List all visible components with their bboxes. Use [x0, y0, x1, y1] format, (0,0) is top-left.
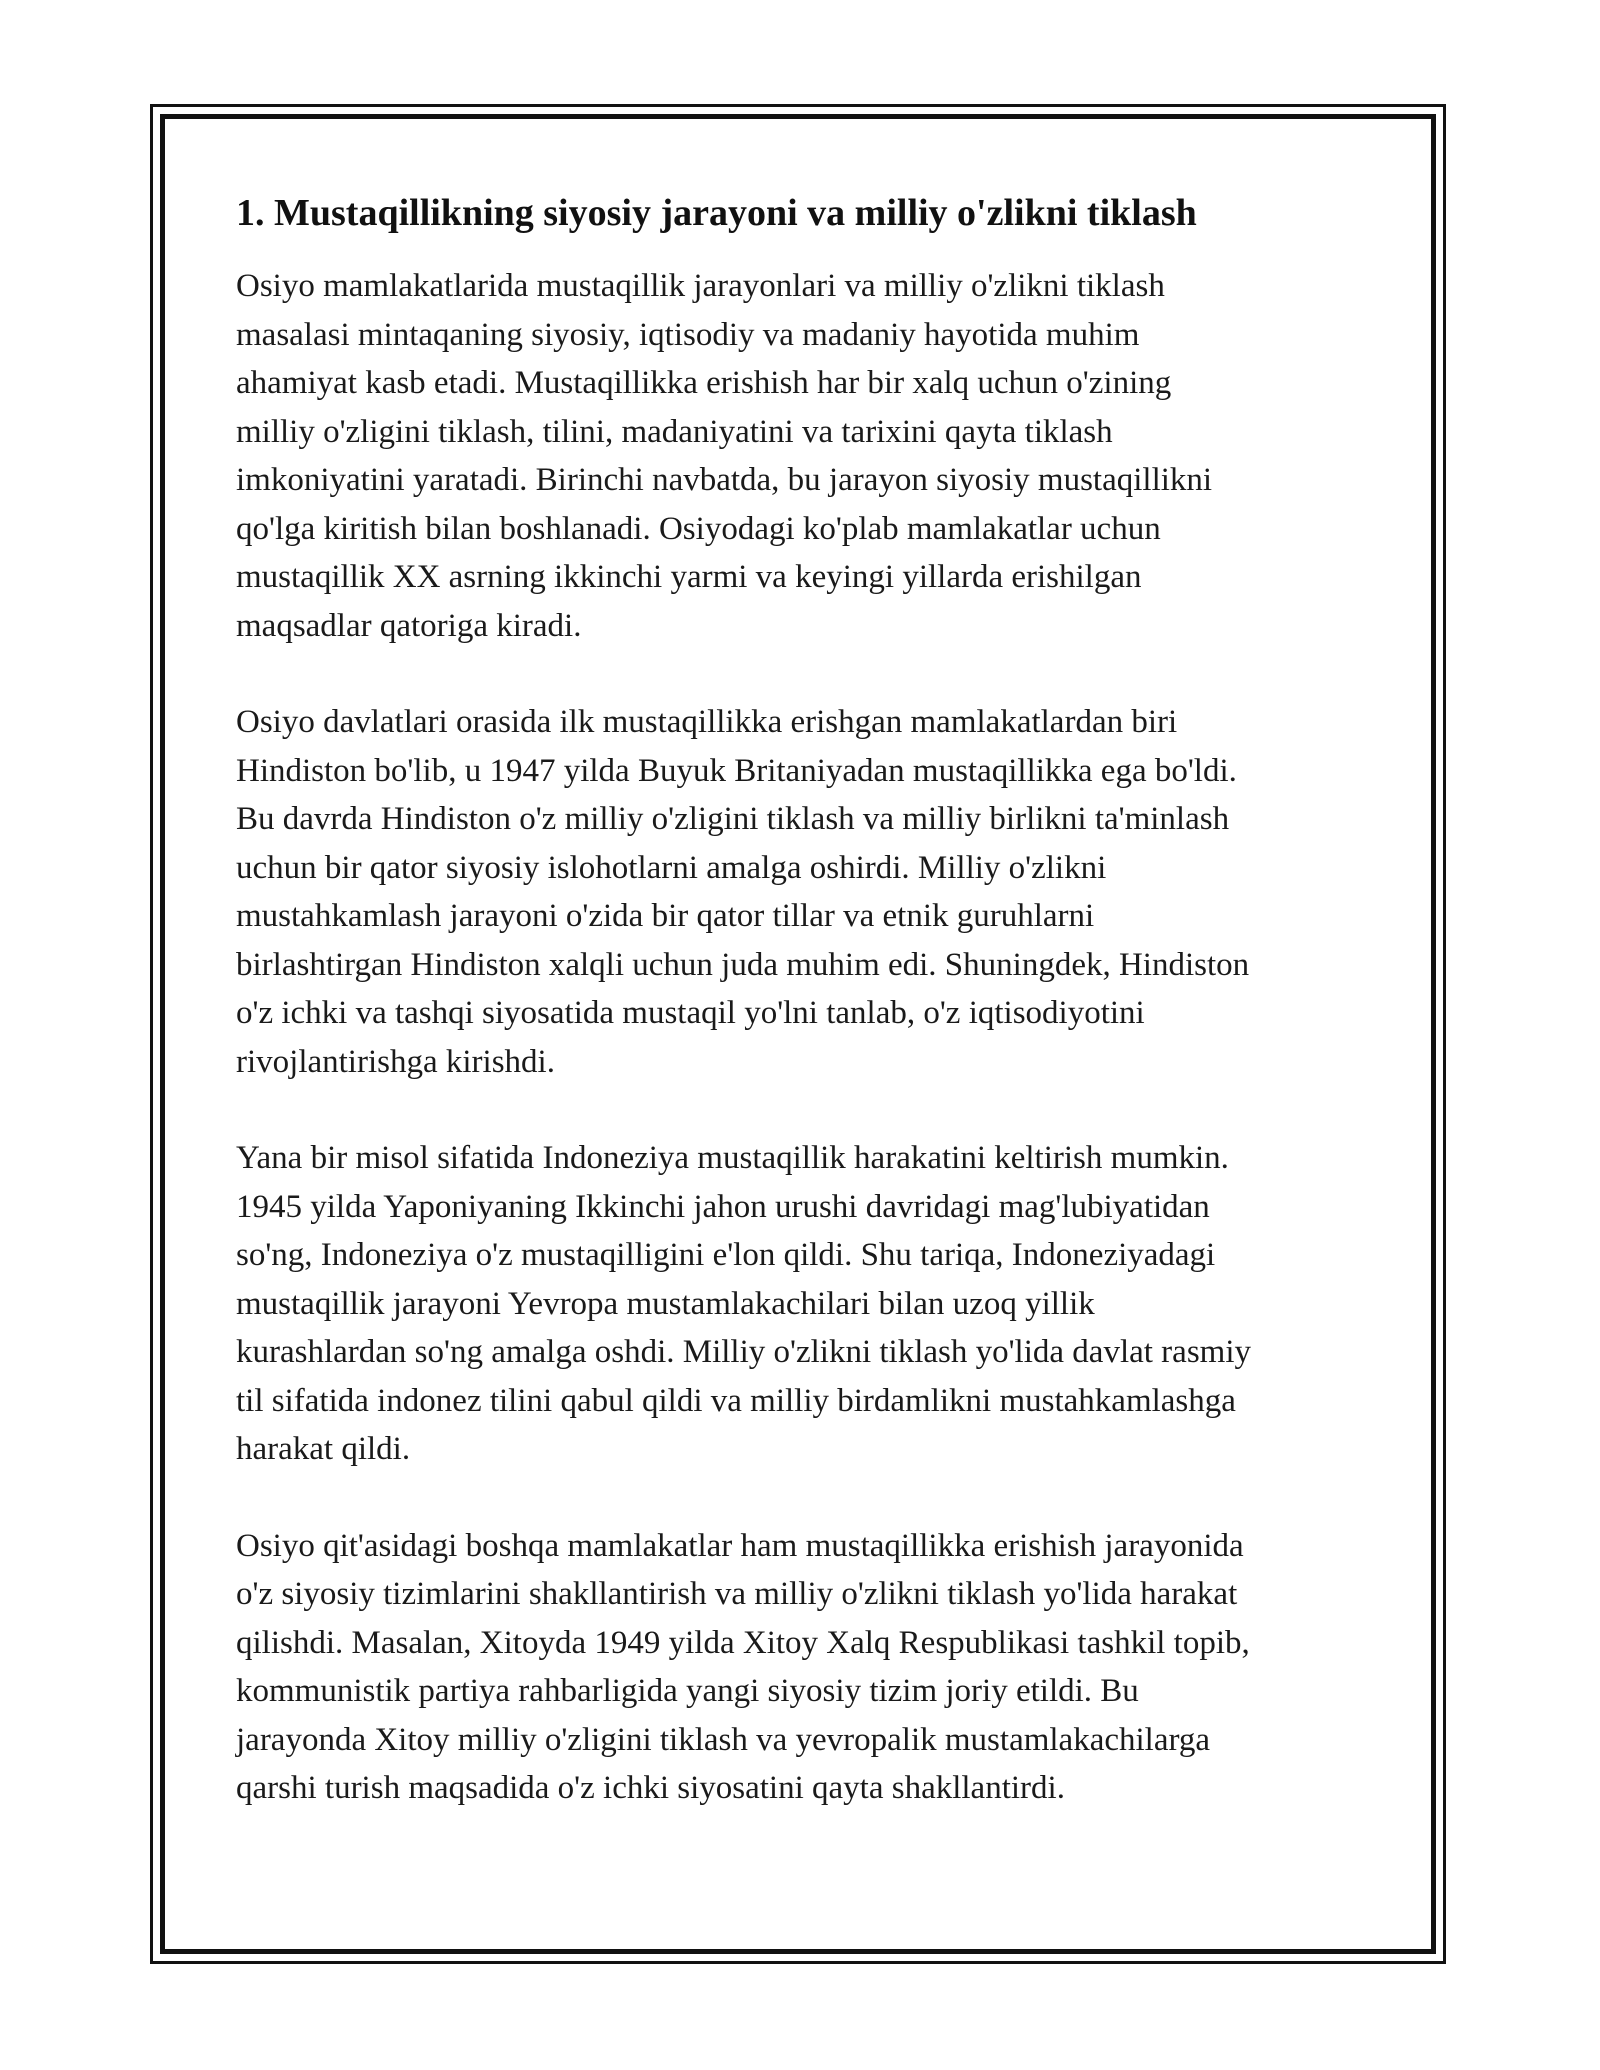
section-heading: 1. Mustaqillikning siyosiy jarayoni va milliy o'zlikni tiklash: [236, 192, 1197, 234]
paragraph-4: Osiyo qit'asidagi boshqa mamlakatlar ham mustaqillikka erishish jarayonida o'z siyosiy tizimlarini shakllantirish va milliy o'zlikni tiklash yo'lida harakat qilishdi. Masalan, Xitoyda 1949 yilda Xitoy Xalq Respublikasi tashkil topib, kommunistik partiya rahbarligida yangi siyosiy tizim joriy etildi. Bu jarayonda Xitoy milliy o'zligini tiklash va yevropalik mustamlakachilarga qarshi turish maqsadida o'z ichki siyosatini qayta shakllantirdi.: [236, 1527, 1250, 1806]
paragraph-3: Yana bir misol sifatida Indoneziya mustaqillik harakatini keltirish mumkin. 1945 yilda Yaponiyaning Ikkinchi jahon urushi davridagi mag'lubiyatidan so'ng, Indoneziya o'z mustaqilligini e'lon qildi. Shu tariqa, Indoneziyadagi mustaqillik jarayoni Yevropa mustamlakachilari bilan uzoq yillik kurashlardan so'ng amalga oshdi. Milliy o'zlikni tiklash yo'lida davlat rasmiy til sifatida indonez tilini qabul qildi va milliy birdamlikni mustahkamlashga harakat qildi.: [236, 1140, 1251, 1467]
document-body: [236, 186, 1396, 1861]
paragraph-2: Osiyo davlatlari orasida ilk mustaqillikka erishgan mamlakatlardan biri Hindiston bo'lib, u 1947 yilda Buyuk Britaniyadan mustaqillikka ega bo'ldi. Bu davrda Hindiston o'z milliy o'zligini tiklash va milliy birlikni ta'minlash uchun bir qator siyosiy islohotlarni amalga oshirdi. Milliy o'zlikni mustahkamlash jarayoni o'zida bir qator tillar va etnik guruhlarni birlashtirgan Hindiston xalqli uchun juda muhim edi. Shuningdek, Hindiston o'z ichki va tashqi siyosatida mustaqil yo'lni tanlab, o'z iqtisodiyotini rivojlantirishga kirishdi.: [236, 704, 1250, 1080]
paragraph-1: Osiyo mamlakatlarida mustaqillik jarayonlari va milliy o'zlikni tiklash masalasi mintaqaning siyosiy, iqtisodiy va madaniy hayotida muhim ahamiyat kasb etadi. Mustaqillikka erishish har bir xalq uchun o'zining milliy o'zligini tiklash, tilini, madaniyatini va tarixini qayta tiklash imkoniyatini yaratadi. Birinchi navbatda, bu jarayon siyosiy mustaqillikni qo'lga kiritish bilan boshlanadi. Osiyodagi ko'plab mamlakatlar uchun mustaqillik XX asrning ikkinchi yarmi va keyingi yillarda erishilgan maqsadlar qatoriga kiradi.: [236, 268, 1213, 644]
